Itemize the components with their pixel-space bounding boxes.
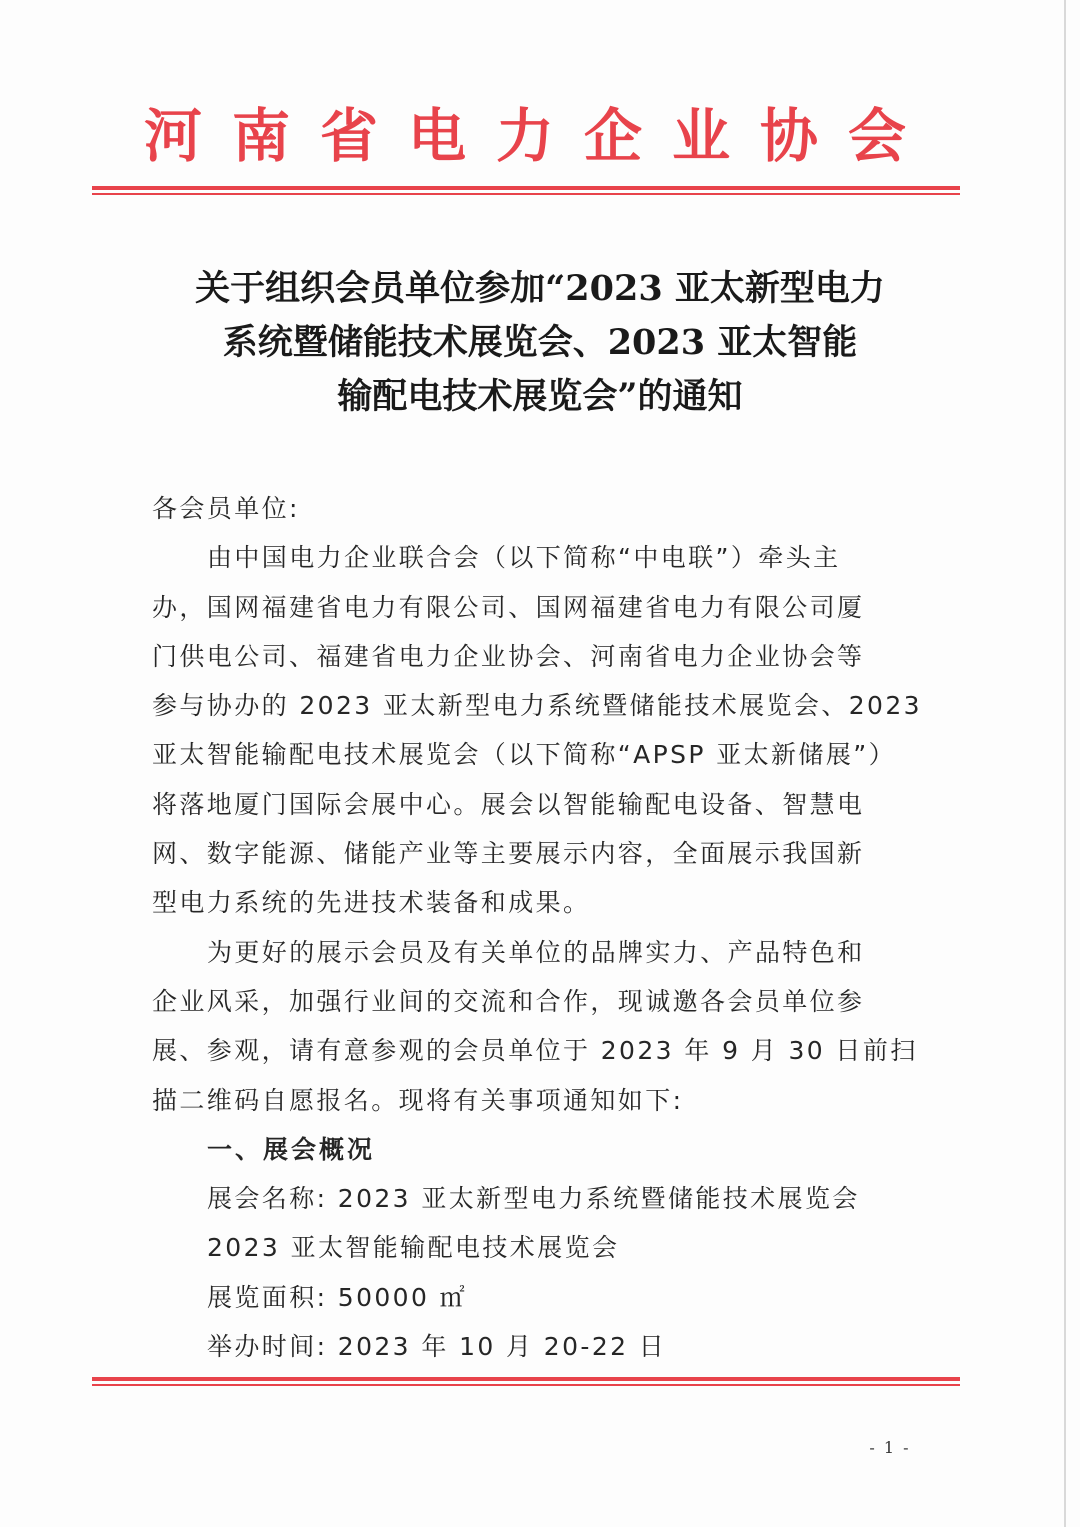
paragraph-line: 型电力系统的先进技术装备和成果。 <box>152 888 591 918</box>
paragraph-line: 亚太智能输配电技术展览会（以下简称“APSP 亚太新储展”） <box>152 740 896 770</box>
paragraph-line: 办，国网福建省电力有限公司、国网福建省电力有限公司厦 <box>152 592 865 622</box>
page-edge <box>1064 0 1066 1527</box>
notice-title-line: 关于组织会员单位参加“2023 亚太新型电力 <box>195 268 885 309</box>
notice-title <box>120 262 960 424</box>
paragraph-line: 门供电公司、福建省电力企业协会、河南省电力企业协会等 <box>152 641 865 671</box>
paragraph-line: 将落地厦门国际会展中心。展会以智能输配电设备、智慧电 <box>152 789 865 819</box>
section-heading: 一、展会概况 <box>207 1134 376 1164</box>
letterhead-divider <box>92 186 960 195</box>
paragraph-line: 为更好的展示会员及有关单位的品牌实力、产品特色和 <box>207 937 865 967</box>
overview-item: 展会名称: 2023 亚太新型电力系统暨储能技术展览会 <box>207 1184 860 1214</box>
paragraph-line: 网、数字能源、储能产业等主要展示内容，全面展示我国新 <box>152 839 865 869</box>
paragraph-line: 展、参观，请有意参观的会员单位于 2023 年 9 月 30 日前扫 <box>152 1036 918 1066</box>
page-number: - 1 - <box>869 1438 911 1457</box>
letterhead-org-name: 河南省电力企业协会 <box>143 102 936 170</box>
footer-divider <box>92 1377 960 1386</box>
overview-item: 2023 亚太智能输配电技术展览会 <box>207 1233 620 1263</box>
paragraph-invitation <box>152 928 918 1125</box>
overview-item: 举办时间: 2023 年 10 月 20-22 日 <box>207 1332 667 1362</box>
salutation: 各会员单位: <box>152 494 300 523</box>
notice-title-line: 输配电技术展览会”的通知 <box>337 376 743 417</box>
paragraph-introduction <box>152 533 922 927</box>
notice-title-line: 系统暨储能技术展览会、2023 亚太智能 <box>222 322 858 363</box>
paragraph-line: 由中国电力企业联合会（以下简称“中电联”）牵头主 <box>207 543 841 573</box>
notice-body <box>152 484 922 1371</box>
paragraph-line: 参与协办的 2023 亚太新型电力系统暨储能技术展览会、2023 <box>152 691 922 721</box>
exhibition-overview-list <box>152 1174 912 1371</box>
paragraph-line: 描二维码自愿报名。现将有关事项通知如下: <box>152 1085 684 1115</box>
paragraph-line: 企业风采，加强行业间的交流和合作，现诚邀各会员单位参 <box>152 986 865 1016</box>
overview-item: 展览面积: 50000 ㎡ <box>207 1282 468 1312</box>
